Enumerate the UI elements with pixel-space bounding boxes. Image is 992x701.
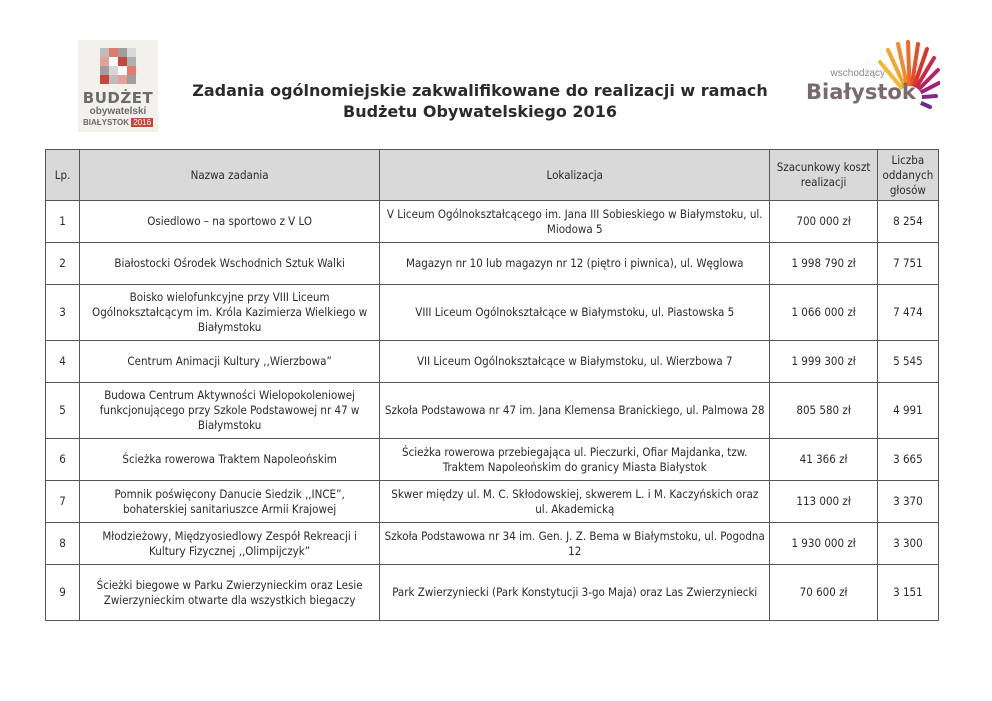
table-row xyxy=(46,383,939,439)
title-line-2: Budżetu Obywatelskiego 2016 xyxy=(343,102,617,121)
cell-koszt: 41 366 zł xyxy=(770,439,877,481)
cell-glosy: 4 991 xyxy=(877,383,938,439)
cell-koszt: 1 999 300 zł xyxy=(770,341,877,383)
cell-glosy: 7 474 xyxy=(877,285,938,341)
logo-right-subtitle: wschodzący xyxy=(830,68,885,79)
col-header-lp: Lp. xyxy=(46,150,80,201)
cell-lokalizacja: VII Liceum Ogólnokształcące w Białymstoku, ul. Wierzbowa 7 xyxy=(380,341,770,383)
cell-koszt: 113 000 zł xyxy=(770,481,877,523)
table-row xyxy=(46,285,939,341)
cell-koszt: 700 000 zł xyxy=(770,201,877,243)
cell-koszt: 1 930 000 zł xyxy=(770,523,877,565)
cell-glosy: 7 751 xyxy=(877,243,938,285)
cell-lp: 7 xyxy=(46,481,80,523)
table-header-row xyxy=(46,150,939,201)
cell-lp: 6 xyxy=(46,439,80,481)
cell-nazwa: Ścieżka rowerowa Traktem Napoleońskim xyxy=(80,439,380,481)
title-line-1: Zadania ogólnomiejskie zakwalifikowane do realizacji w ramach xyxy=(192,81,768,100)
cell-koszt: 1 998 790 zł xyxy=(770,243,877,285)
cell-glosy: 3 665 xyxy=(877,439,938,481)
cell-lokalizacja: Ścieżka rowerowa przebiegająca ul. Pieczurki, Ofiar Majdanka, tzw. Traktem Napoleońskim do granicy Miasta Białystok xyxy=(380,439,770,481)
cell-lokalizacja: Szkoła Podstawowa nr 47 im. Jana Klemensa Branickiego, ul. Palmowa 28 xyxy=(380,383,770,439)
cell-lp: 4 xyxy=(46,341,80,383)
cell-lokalizacja: Skwer między ul. M. C. Skłodowskiej, skwerem L. i M. Kaczyńskich oraz ul. Akademicką xyxy=(380,481,770,523)
cell-lp: 5 xyxy=(46,383,80,439)
cell-lp: 8 xyxy=(46,523,80,565)
logo-left-line1: BUDŻET xyxy=(82,89,154,107)
cell-lp: 1 xyxy=(46,201,80,243)
cell-koszt: 70 600 zł xyxy=(770,565,877,621)
mosaic-icon xyxy=(100,48,136,84)
cell-nazwa: Młodzieżowy, Międzyosiedlowy Zespół Rekreacji i Kultury Fizycznej ,,Olimpijczyk” xyxy=(80,523,380,565)
budzet-obywatelski-logo xyxy=(78,40,158,132)
cell-nazwa: Budowa Centrum Aktywności Wielopokoleniowej funkcjonującego przy Szkole Podstawowej nr 47 w Białymstoku xyxy=(80,383,380,439)
table-row xyxy=(46,481,939,523)
tasks-table xyxy=(45,149,939,621)
cell-glosy: 3 370 xyxy=(877,481,938,523)
cell-lp: 3 xyxy=(46,285,80,341)
cell-glosy: 8 254 xyxy=(877,201,938,243)
cell-glosy: 3 300 xyxy=(877,523,938,565)
cell-lokalizacja: Magazyn nr 10 lub magazyn nr 12 (piętro i piwnica), ul. Węglowa xyxy=(380,243,770,285)
table-row xyxy=(46,243,939,285)
cell-nazwa: Centrum Animacji Kultury ,,Wierzbowa” xyxy=(80,341,380,383)
cell-glosy: 5 545 xyxy=(877,341,938,383)
cell-koszt: 805 580 zł xyxy=(770,383,877,439)
logo-left-year: 2016 xyxy=(133,118,152,127)
table-row xyxy=(46,565,939,621)
table-row xyxy=(46,201,939,243)
cell-lokalizacja: V Liceum Ogólnokształcącego im. Jana III Sobieskiego w Białymstoku, ul. Miodowa 5 xyxy=(380,201,770,243)
cell-lokalizacja: Park Zwierzyniecki (Park Konstytucji 3-go Maja) oraz Las Zwierzyniecki xyxy=(380,565,770,621)
cell-lp: 9 xyxy=(46,565,80,621)
logo-right-name: Białystok xyxy=(806,80,916,104)
table-row xyxy=(46,341,939,383)
cell-lokalizacja: VIII Liceum Ogólnokształcące w Białymstoku, ul. Piastowska 5 xyxy=(380,285,770,341)
table-row xyxy=(46,523,939,565)
cell-nazwa: Osiedlowo – na sportowo z V LO xyxy=(80,201,380,243)
cell-nazwa: Ścieżki biegowe w Parku Zwierzynieckim oraz Lesie Zwierzynieckim otwarte dla wszystkich biegaczy xyxy=(80,565,380,621)
logo-left-line3: BIAŁYSTOK 2016 xyxy=(82,118,152,127)
cell-nazwa: Białostocki Ośrodek Wschodnich Sztuk Walki xyxy=(80,243,380,285)
cell-koszt: 1 066 000 zł xyxy=(770,285,877,341)
cell-glosy: 3 151 xyxy=(877,565,938,621)
cell-nazwa: Boisko wielofunkcyjne przy VIII Liceum Ogólnokształcącym im. Króla Kazimierza Wielkiego w Białymstoku xyxy=(80,285,380,341)
col-header-nazwa: Nazwa zadania xyxy=(80,150,380,201)
cell-lokalizacja: Szkoła Podstawowa nr 34 im. Gen. J. Z. Bema w Białymstoku, ul. Pogodna 12 xyxy=(380,523,770,565)
wschodzacy-bialystok-logo xyxy=(800,40,940,120)
table-row xyxy=(46,439,939,481)
cell-nazwa: Pomnik poświęcony Danucie Siedzik ,,INCE”, bohaterskiej sanitariuszce Armii Krajowej xyxy=(80,481,380,523)
cell-lp: 2 xyxy=(46,243,80,285)
col-header-lokalizacja: Lokalizacja xyxy=(380,150,770,201)
col-header-glosy: Liczba oddanych głosów xyxy=(877,150,938,201)
col-header-koszt: Szacunkowy koszt realizacji xyxy=(770,150,877,201)
logo-left-line2: obywatelski xyxy=(89,106,147,117)
page-title xyxy=(180,80,780,122)
